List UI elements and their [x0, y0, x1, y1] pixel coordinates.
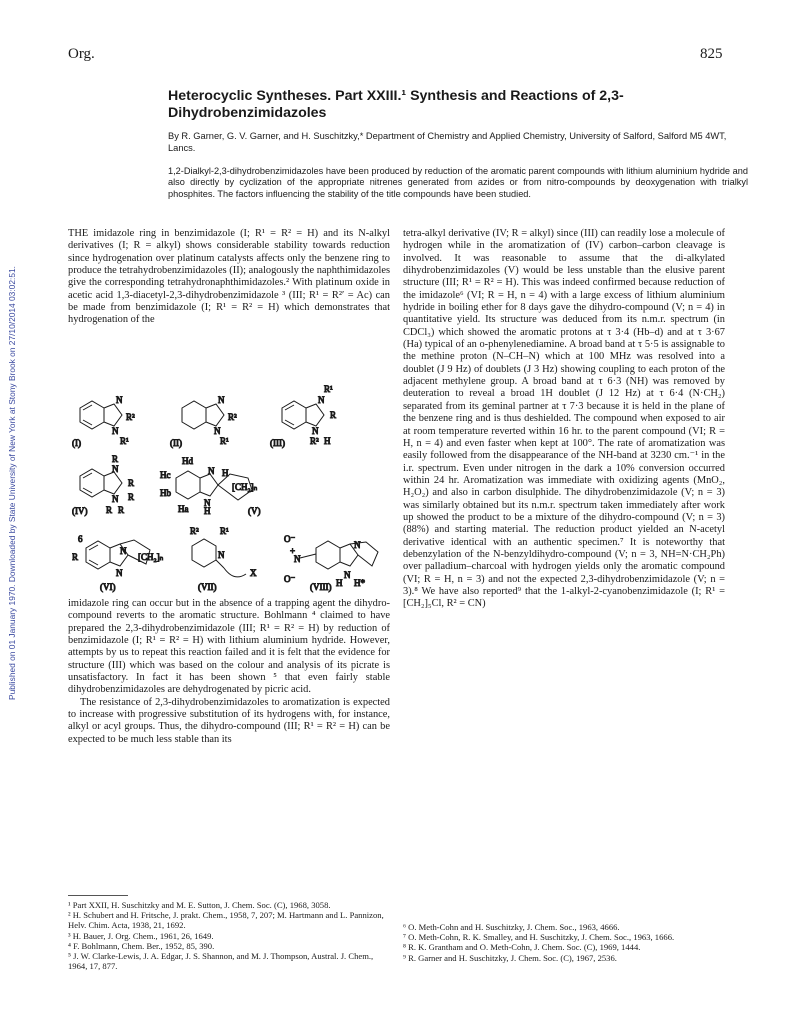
- footnote: ³ H. Bauer, J. Org. Chem., 1961, 26, 1649.: [68, 930, 214, 941]
- column-left-top: [68, 228, 390, 327]
- footnote: ⁶ O. Meth-Cohn and H. Suschitzky, J. Chem. Soc., 1963, 4666.: [403, 922, 620, 932]
- atom-label: R: [112, 454, 119, 464]
- atom-label: N: [318, 395, 325, 405]
- atom-label: R²: [310, 436, 319, 446]
- structure-i: [80, 401, 122, 429]
- atom-label: N: [112, 494, 119, 504]
- atom-label: R¹: [220, 526, 229, 536]
- column-right: [403, 228, 725, 611]
- paragraph: THE imidazole ring in benzimidazole (I; R¹ = R² = H) and its N-alkyl derivatives (I; R = alkyl) shows considerable stability towards reduction since hydrogenation over platinum catalysts affects only the benzene ring to produce the tetrahydrobenzimidazoles (II); analogously the naphthimidazoles give the corresponding tetrahydronaphthimidazoles.² With platinum oxide in acetic acid 1,3-diacetyl-2,3-dihydrobenzimidazole ³ (III; R¹ = R²′ = Ac) can be made from benzimidazole (I; R¹ = R² = H) which demonstrates that hydrogenation of the: [68, 228, 390, 326]
- atom-label: R¹: [220, 436, 229, 446]
- structure-label: (V): [248, 506, 261, 516]
- atom-label: [CH₂]ₙ: [232, 482, 258, 492]
- page-number: 825: [700, 46, 723, 62]
- atom-label: H: [222, 468, 229, 478]
- structure-label: (VI): [100, 582, 116, 592]
- atom-label: N: [112, 464, 119, 474]
- structure-label: (IV): [72, 506, 88, 516]
- atom-label: X: [250, 568, 257, 578]
- atom-label: [CH₂]ₙ: [138, 552, 164, 562]
- abstract: 1,2-Dialkyl-2,3-dihydrobenzimidazoles have been produced by reduction of the aromatic parent compounds with lithium aluminium hydride and also directly by cyclization of the appropriate nitrenes generated from azides or from nitro-compounds by deoxygenation with trialkyl phosphites. The factors influencing the stability of the title compounds have been studied.: [168, 166, 748, 199]
- atom-label: R²: [228, 412, 237, 422]
- atom-label: N: [208, 466, 215, 476]
- atom-label: 6: [78, 534, 83, 544]
- footnote: ⁹ R. Garner and H. Suschitzky, J. Chem. Soc. (C), 1967, 2536.: [403, 952, 617, 963]
- atom-label: N: [354, 540, 361, 550]
- structure-label: (II): [170, 438, 182, 448]
- footnote: ⁵ J. W. Clarke-Lewis, J. A. Edgar, J. S. Shannon, and M. J. Thompson, Austral. J. Chem., 1964, 17, 877.: [68, 951, 374, 972]
- paragraph: tetra-alkyl derivative (IV; R = alkyl) since (III) can readily lose a molecule of hydrogen while in the aromatization of (IV) carbon–carbon cleavage is involved. It was reasonable to assume that the di-alkylated dihydrobenzimidazoles (V) would be less unstable than the elusive parent structure (III; R¹ = R² = H). This was indeed confirmed because reduction of the imidazole⁶ (VI; R = H, n = 4) with a large excess of lithium aluminium hydride in boiling ether for 8 days gave the dihydro-compound (V; n = 4) in quantitative yield. Its structure was deduced from its n.m.r. spectrum (in CDCl₃) which showed the aromatic protons at τ 3·4 (Hb–d) and at τ 3·67 (Ha) typical of an o-phenylenediamine. A broad band at τ 5·5 is assignable to the methine proton (N–CH–N) which at 100 MHz was resolved into a doublet (J 9 Hz) of doublets (J 3 Hz) showing coupling to each proton of the adjacent methylene group. A broad band at τ 6·3 (NH) was removed by deuteration to reveal a broad 1H doublet (J 12 Hz) at τ 6·4 (N·CH₂) separated from its geminal partner at τ 7·3 because it is held in the plane of the benzene ring and is thus deshielded. The compound when exposed to air at room temperature reverted within 16 hr. to the parent compound (VI; R = H, n = 4) and even faster when kept at 100°. The rate of aromatization was easily followed from the disappearance of the NH-band at 3230 cm.⁻¹ in the i.r. spectrum. Even under nitrogen in the dark a 10% conversion occurred within 24 hr. Aromatization was immediate with oxidizing agents (MnO₂, H₂O₂) and also in carbon disulphide. The dihydrobenzimidazole (V; n = 3) was similarly obtained but its n.m.r. spectrum taken immediately after work up showed the product to be a mixture of the dihydro-compound (V; n = 3) (88%) and starting material. The reduction product yielded an N-acetyl derivative identical with an authentic specimen.⁷ It is noteworthy that debenzylation of the N-benzyldihydro-compound (V; n = 3, NH=N·CH₂Ph) over palladium–charcoal with hydrogen yields only the aromatic compound (VI; R = H, n = 3) and not the expected 2,3-dihydrobenzimidazole (V; n = 3).⁸ We have also reported⁹ that the 1-alkyl-2-cyanobenzimidazole (I; R¹ = [CH₂]₅Cl, R² = CN): [403, 228, 725, 610]
- footnote: ⁷ O. Meth-Cohn, R. K. Smalley, and H. Suschitzky, J. Chem. Soc., 1963, 1666.: [403, 932, 675, 943]
- atom-label: Hd: [182, 456, 193, 466]
- atom-label: N: [218, 550, 225, 560]
- atom-label: N: [294, 554, 301, 564]
- paragraph: The resistance of 2,3-dihydrobenzimidazoles to aromatization is expected to increase with progressive substitution of its hydrogens with, for instance, alkyl or acyl groups. Thus, the dihydro-compound (III; R¹ = R² = H) can be expected to be much less stable than its: [68, 696, 390, 745]
- atom-label: R¹: [324, 384, 333, 394]
- download-watermark: Published on 01 January 1970. Downloaded by State University of New York at Stony Brook on 27/10/2014 03:02:51.: [7, 266, 17, 700]
- atom-label: N: [344, 570, 351, 580]
- atom-label: R: [118, 505, 125, 515]
- atom-label: Hb: [160, 488, 171, 498]
- atom-label: H: [324, 436, 331, 446]
- chemical-structures: [72, 382, 392, 596]
- atom-label: +: [290, 546, 296, 556]
- atom-label: R¹: [120, 436, 129, 446]
- footnote: ¹ Part XXII, H. Suschitzky and M. E. Sutton, J. Chem. Soc. (C), 1968, 3058.: [68, 900, 331, 910]
- structure-label: (I): [72, 438, 81, 448]
- structure-ii: [182, 401, 224, 429]
- footnote-rule: [68, 895, 128, 896]
- article-title: Heterocyclic Syntheses. Part XXIII.¹ Synthesis and Reactions of 2,3-Dihydrobenzimidazoles: [168, 88, 624, 121]
- journal-name: Org.: [68, 46, 95, 62]
- atom-label: R: [128, 478, 135, 488]
- structure-viii: [300, 541, 378, 569]
- atom-label: R: [128, 492, 135, 502]
- atom-label: R: [72, 552, 79, 562]
- footnotes-right: [403, 922, 725, 963]
- atom-label: N: [218, 395, 225, 405]
- atom-label: O⁻: [284, 534, 296, 544]
- atom-label: N: [204, 498, 211, 508]
- atom-label: N: [116, 568, 123, 578]
- structure-iii: [282, 401, 324, 429]
- structure-label: (III): [270, 438, 285, 448]
- atom-label: N: [112, 426, 119, 436]
- atom-label: O⁻: [284, 574, 296, 584]
- atom-label: R: [330, 410, 337, 420]
- atom-label: H*: [354, 578, 365, 588]
- paragraph: imidazole ring can occur but in the absence of a trapping agent the dihydro-compound reverts to the aromatic structure. Bohlmann ⁴ claimed to have prepared the 2,3-dihydrobenzimidazole (III; R¹ = R² = H) by reduction of benzimidazole (I; R¹ = R² = H) with lithium aluminium hydride. However, attempts by us to repeat this reaction failed and it is felt that the evidence for structure (III) which was based on the colour and analysis of its picrate is unsatisfactory. In fact it has been shown ⁵ that even fairly stable dihydrobenzimidazoles are dehydrogenated by picric acid.: [68, 598, 390, 696]
- atom-label: H: [336, 578, 343, 588]
- footnote: ⁸ R. K. Grantham and O. Meth-Cohn, J. Chem. Soc. (C), 1969, 1444.: [403, 942, 641, 953]
- structure-label: (VIII): [310, 582, 332, 592]
- author-line: By R. Garner, G. V. Garner, and H. Suschitzky,* Department of Chemistry and Applied Chemistry, University of Salford, Salford M5 4WT, Lancs.: [168, 131, 727, 153]
- atom-label: R²: [126, 412, 135, 422]
- atom-label: Hc: [160, 470, 171, 480]
- footnotes-left: [68, 900, 390, 971]
- footnote: ² H. Schubert and H. Fritsche, J. prakt. Chem., 1958, 7, 207; M. Hartmann and L. Pannizon, Helv. Chim. Acta, 1938, 21, 1692.: [68, 910, 384, 931]
- atom-label: R: [106, 505, 113, 515]
- atom-label: N: [116, 395, 123, 405]
- atom-label: N: [120, 546, 127, 556]
- atom-label: N: [214, 426, 221, 436]
- column-left-bottom: [68, 598, 390, 746]
- footnote: ⁴ F. Bohlmann, Chem. Ber., 1952, 85, 390.: [68, 940, 215, 951]
- structure-label: (VII): [198, 582, 217, 592]
- atom-label: N: [312, 426, 319, 436]
- atom-label: R²: [190, 526, 199, 536]
- atom-label: H: [204, 506, 211, 516]
- atom-label: Ha: [178, 504, 189, 514]
